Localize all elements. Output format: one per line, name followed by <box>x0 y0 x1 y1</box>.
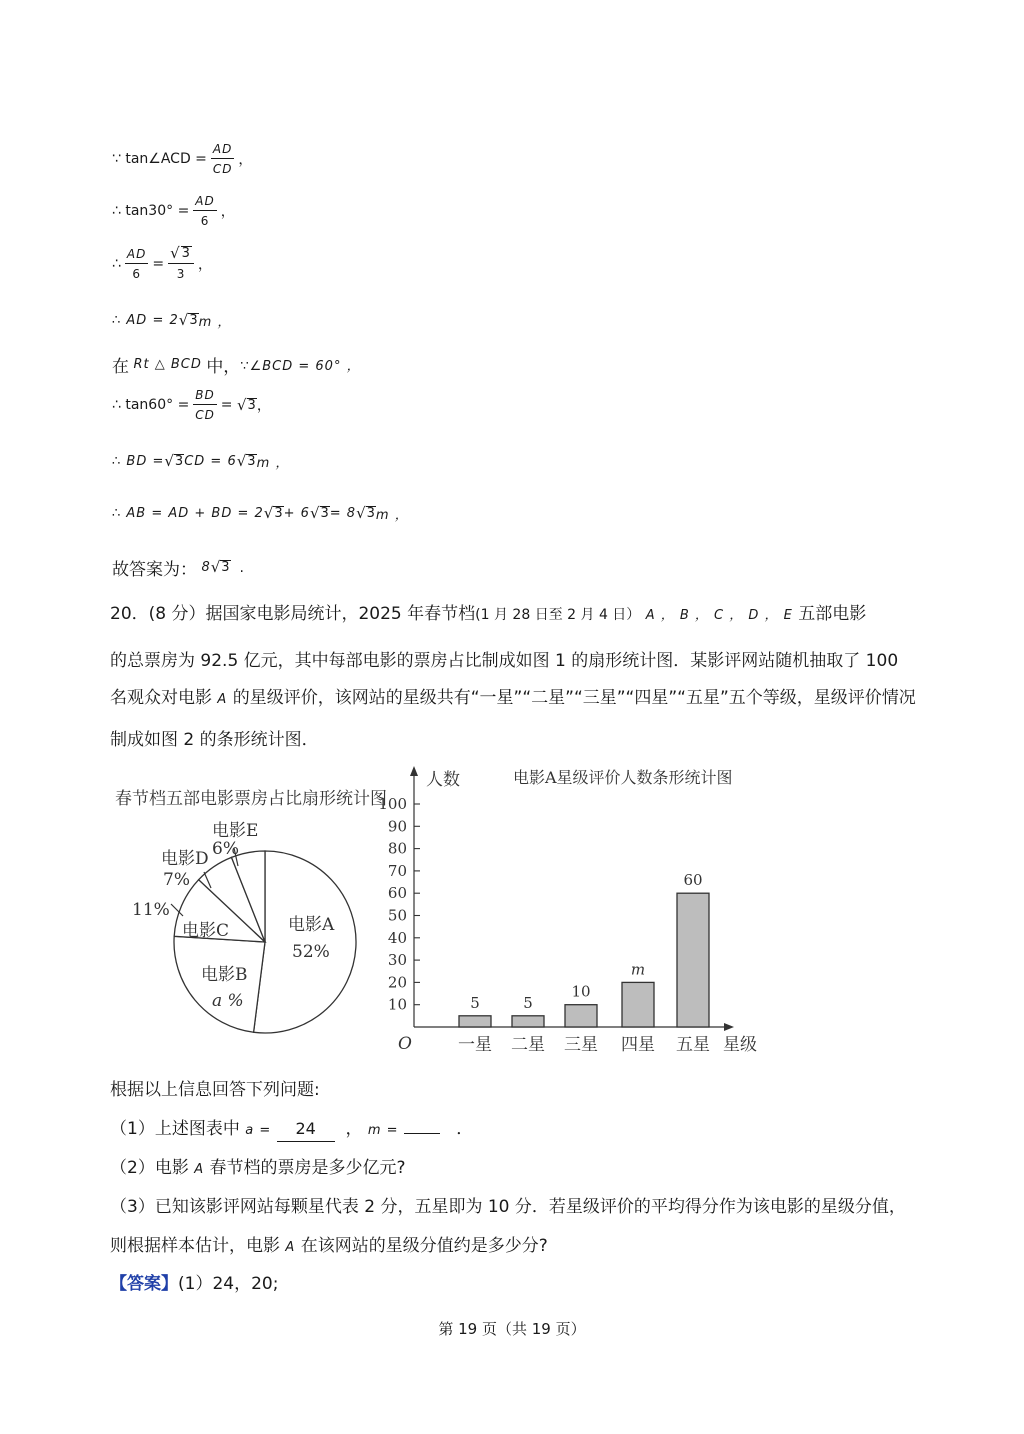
bar-4 <box>622 982 654 1027</box>
denominator: 6 <box>200 214 210 228</box>
fraction <box>168 246 194 281</box>
text: 的星级评价，该网站的星级共有“一星”“二星”“三星”“四星”“五星”五个等级，星级评价情况 <box>232 688 916 708</box>
x-axis-arrow <box>724 1023 734 1031</box>
slice-label-d: 电影D <box>161 849 209 869</box>
problem-line-4: 制成如图 2 的条形统计图． <box>110 730 319 750</box>
denominator: CD <box>195 408 215 422</box>
pie-chart <box>108 770 408 1050</box>
text: a = <box>245 1123 272 1138</box>
text: 则根据样本估计，电影 <box>110 1236 280 1256</box>
pie-title: 春节档五部电影票房占比扇形统计图 <box>115 789 387 809</box>
y-tick-label: 90 <box>387 817 407 836</box>
solution-line-5 <box>112 352 361 377</box>
text: A <box>194 1162 205 1177</box>
problem-line-2: 的总票房为 92.5 亿元，其中每部电影的票房占比制成如图 1 的扇形统计图．某影评网站随机抽取了 100 <box>110 651 899 671</box>
text: ∵ tan∠ACD = <box>112 151 207 167</box>
text: ∴ tan60° = <box>112 397 190 413</box>
slice-label-e: 电影E <box>212 821 259 841</box>
text: ∴ AB = AD + BD = 2 <box>112 506 264 521</box>
radicand: 3 <box>181 246 191 262</box>
bars <box>459 871 709 1027</box>
y-tick-label: 100 <box>378 795 407 813</box>
fraction <box>125 247 148 281</box>
solution-line-7 <box>112 452 289 471</box>
bar-data-label: 5 <box>470 993 480 1012</box>
text: ∵∠BCD = 60° ， <box>240 359 361 374</box>
bar-chart <box>378 762 768 1062</box>
radicand: 3 <box>174 454 184 470</box>
text: m ， <box>375 508 409 523</box>
text: （1）上述图表中 <box>110 1119 240 1139</box>
category-label: 一星 <box>458 1035 492 1055</box>
denominator: CD <box>212 162 233 176</box>
questions-intro: 根据以上信息回答下列问题: <box>110 1080 320 1100</box>
sqrt: √ 3 <box>164 452 184 470</box>
category-label: 五星 <box>676 1035 710 1055</box>
text: 在该网站的星级分值约是多少分? <box>300 1236 548 1256</box>
text: ∴ AD = 2 <box>112 313 179 328</box>
text: m ， <box>198 315 232 330</box>
bar-data-label: 10 <box>571 982 591 1001</box>
solution-line-1 <box>112 142 252 176</box>
question-3-line-2 <box>110 1234 922 1260</box>
fraction <box>211 142 234 176</box>
text: A ， B ， C ， D ， E <box>645 608 793 623</box>
bar-2 <box>512 1016 544 1027</box>
fraction <box>193 194 216 228</box>
y-tick-label: 30 <box>387 951 407 970</box>
slice-value-d: 7% <box>163 870 190 890</box>
text: m = <box>367 1123 399 1138</box>
text: 故答案为： <box>112 560 197 580</box>
answer-tag: 【答案】 <box>110 1274 178 1294</box>
sqrt: √ 3 <box>178 311 198 329</box>
page-footer: 第 19 页（共 19 页） <box>438 1320 586 1338</box>
y-tick-label: 20 <box>387 973 407 992</box>
y-tick-label: 40 <box>387 928 407 947</box>
radicand: 3 <box>221 560 230 576</box>
question-1 <box>110 1117 922 1143</box>
answer-blank-a: 24 <box>277 1117 335 1142</box>
categories <box>458 1035 710 1055</box>
bar-chart-title: 电影A星级评价人数条形统计图 <box>513 768 733 787</box>
text: 名观众对电影 <box>110 688 212 708</box>
answer-line <box>110 1272 922 1296</box>
origin-label: O <box>398 1034 412 1054</box>
fraction <box>193 388 216 422</box>
text: ， <box>220 204 235 220</box>
y-tick-label: 50 <box>387 906 407 925</box>
bar-data-label: 60 <box>683 871 703 890</box>
text: . <box>239 559 244 576</box>
radicand: 3 <box>366 506 375 522</box>
sqrt: √ 3 <box>309 504 329 522</box>
text: CD = 6 <box>184 454 237 469</box>
solution-answer-line <box>112 555 244 580</box>
text: 中， <box>206 357 241 377</box>
solution-line-3 <box>112 246 212 281</box>
y-axis-label: 人数 <box>426 770 460 790</box>
radicand: 3 <box>320 506 329 522</box>
solution-line-8 <box>112 504 409 523</box>
slice-value-b: a % <box>212 991 244 1011</box>
bar-5 <box>677 893 709 1027</box>
text: ， <box>256 398 271 414</box>
y-axis-arrow <box>410 766 418 776</box>
text: ∴ <box>112 255 121 272</box>
answer-blank-m <box>404 1133 440 1134</box>
radicand: 3 <box>274 506 283 522</box>
problem-line-3 <box>110 686 922 712</box>
text: m ， <box>256 456 290 471</box>
slice-label-b: 电影B <box>201 965 248 985</box>
text: 8 <box>201 560 211 575</box>
text: 在 <box>112 357 129 377</box>
text: 20．(8 分）据国家电影局统计，2025 年春节档 <box>110 604 476 624</box>
text: （2）电影 <box>110 1158 189 1178</box>
slice-value-a: 52% <box>292 942 330 962</box>
slice-value-c: 11% <box>132 900 170 920</box>
category-label: 四星 <box>621 1035 655 1055</box>
x-axis-label: 星级 <box>723 1035 757 1055</box>
y-tick-label: 80 <box>387 839 407 858</box>
sqrt: √ 3 <box>356 504 375 522</box>
radicand: 3 <box>247 397 256 413</box>
question-2 <box>110 1156 922 1182</box>
y-tick-label: 60 <box>387 884 407 903</box>
radicand: 3 <box>247 454 256 470</box>
sqrt: √ 3 <box>236 395 256 414</box>
solution-line-6 <box>112 388 271 422</box>
solution-line-2 <box>112 194 235 228</box>
text: (1 月 28 日至 2 月 4 日） <box>475 607 641 623</box>
sqrt: √ 3 <box>263 504 283 522</box>
text: 春节档的票房是多少亿元? <box>209 1158 406 1178</box>
numerator: √ 3 <box>168 246 194 264</box>
bar-3 <box>565 1005 597 1027</box>
text: = 8 <box>329 506 357 521</box>
text: = <box>152 255 165 272</box>
solution-line-4 <box>112 311 231 330</box>
bar-data-label: 5 <box>523 993 533 1012</box>
numerator: BD <box>193 388 216 405</box>
text: A <box>285 1240 296 1255</box>
numerator: AD <box>211 142 234 159</box>
numerator: AD <box>193 194 216 211</box>
slice-label-c: 电影C <box>182 921 230 941</box>
numerator: AD <box>125 247 148 264</box>
sqrt: √ 3 <box>236 452 256 470</box>
text: ， <box>197 256 212 273</box>
y-tick-label: 70 <box>387 861 407 880</box>
slice-label-a: 电影A <box>288 915 335 935</box>
text: ∴ tan30° = <box>112 203 190 219</box>
denominator: 6 <box>132 266 141 281</box>
answer-text: (1）24，20; <box>178 1274 279 1294</box>
bar-1 <box>459 1016 491 1027</box>
category-label: 二星 <box>511 1035 545 1055</box>
radicand: 3 <box>189 313 198 329</box>
text: + 6 <box>283 506 310 521</box>
text: Rt △ BCD <box>133 357 202 372</box>
sqrt: √ 3 <box>210 558 230 576</box>
y-tick-label: 10 <box>387 995 407 1014</box>
text: ∴ BD = <box>112 454 165 469</box>
text: = <box>220 397 233 413</box>
text: 五部电影 <box>798 604 867 624</box>
bar-data-label: m <box>630 960 646 979</box>
question-3-line-1: （3）已知该影评网站每颗星代表 2 分，五星即为 10 分．若星级评价的平均得分作为该电影的星级分值， <box>110 1197 906 1217</box>
denominator: 3 <box>176 267 186 281</box>
problem-line-1 <box>110 602 922 628</box>
text: A <box>217 692 228 707</box>
text: ， <box>345 1119 363 1139</box>
category-label: 三星 <box>564 1035 598 1055</box>
text: ， <box>238 152 253 168</box>
slice-value-e: 6% <box>212 839 239 859</box>
text: ． <box>456 1119 474 1139</box>
